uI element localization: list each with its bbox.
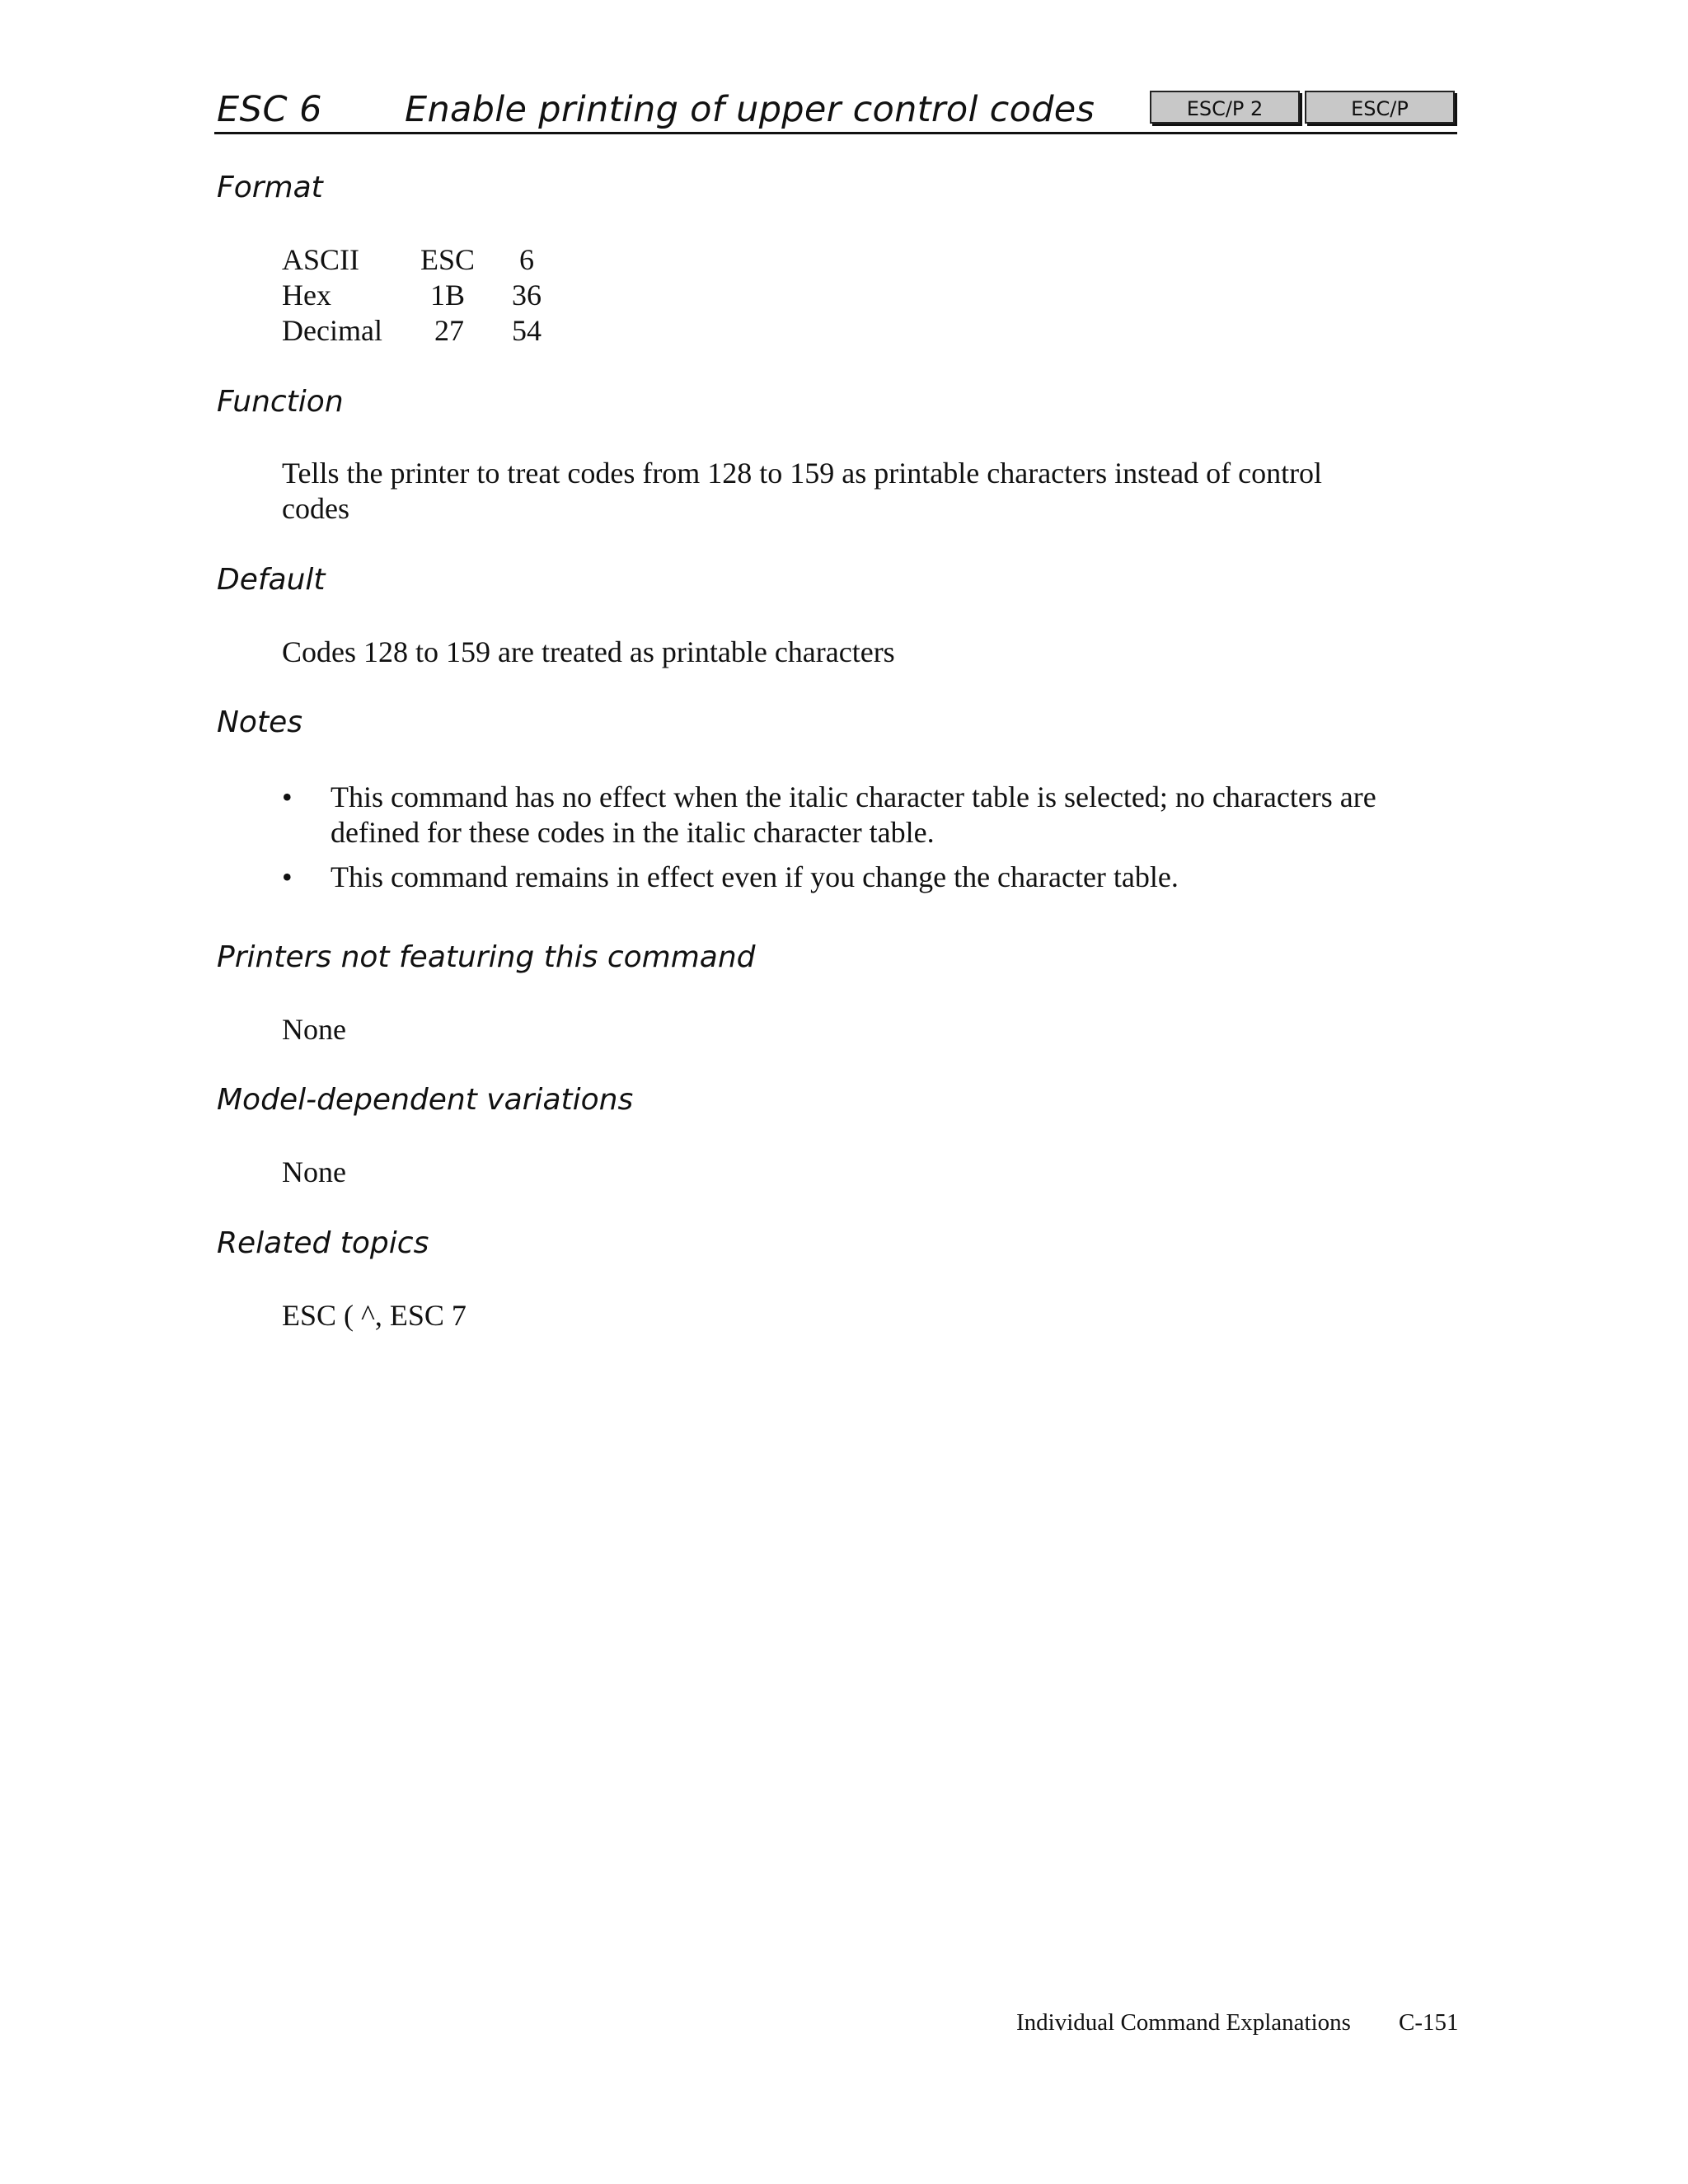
- related-heading: Related topics: [217, 1226, 429, 1260]
- default-text: Codes 128 to 159 are treated as printable characters: [282, 635, 895, 668]
- bullet-icon: •: [282, 860, 293, 893]
- header-rule: [214, 132, 1457, 134]
- default-heading: Default: [217, 563, 326, 597]
- related-text: ESC ( ^, ESC 7: [282, 1299, 467, 1332]
- note-item-1-line1: This command has no effect when the italic character table is selected; no characters are: [331, 780, 1376, 813]
- format-ascii-c1: ESC: [420, 243, 476, 276]
- function-text-line2: codes: [282, 492, 349, 525]
- format-label-decimal: Decimal: [282, 314, 382, 347]
- function-heading: Function: [217, 385, 344, 419]
- format-heading: Format: [217, 171, 323, 204]
- format-decimal-c2: 54: [512, 314, 542, 347]
- badge-escp2: ESC/P 2: [1150, 91, 1300, 124]
- variations-heading: Model-dependent variations: [217, 1083, 634, 1117]
- function-text-line1: Tells the printer to treat codes from 128 to 159 as printable characters instead of control: [282, 457, 1323, 490]
- format-hex-c1: 1B: [430, 279, 466, 312]
- page-number: C-151: [1399, 2009, 1459, 2036]
- note-item-2-line1: This command remains in effect even if you change the character table.: [331, 860, 1179, 893]
- command-name: ESC 6: [217, 89, 323, 130]
- printers-text: None: [282, 1013, 346, 1046]
- variations-text: None: [282, 1155, 346, 1188]
- format-label-ascii: ASCII: [282, 243, 360, 276]
- format-decimal-c1: 27: [434, 314, 464, 347]
- page-title: Enable printing of upper control codes: [405, 89, 1095, 130]
- notes-heading: Notes: [217, 705, 302, 739]
- bullet-icon: •: [282, 780, 293, 813]
- footer-section: Individual Command Explanations: [1016, 2009, 1351, 2036]
- format-label-hex: Hex: [282, 279, 331, 312]
- format-hex-c2: 36: [512, 279, 542, 312]
- printers-heading: Printers not featuring this command: [217, 940, 756, 974]
- note-item-1-line2: defined for these codes in the italic character table.: [331, 816, 935, 849]
- badge-escp: ESC/P: [1305, 91, 1455, 124]
- format-ascii-c2: 6: [519, 243, 534, 276]
